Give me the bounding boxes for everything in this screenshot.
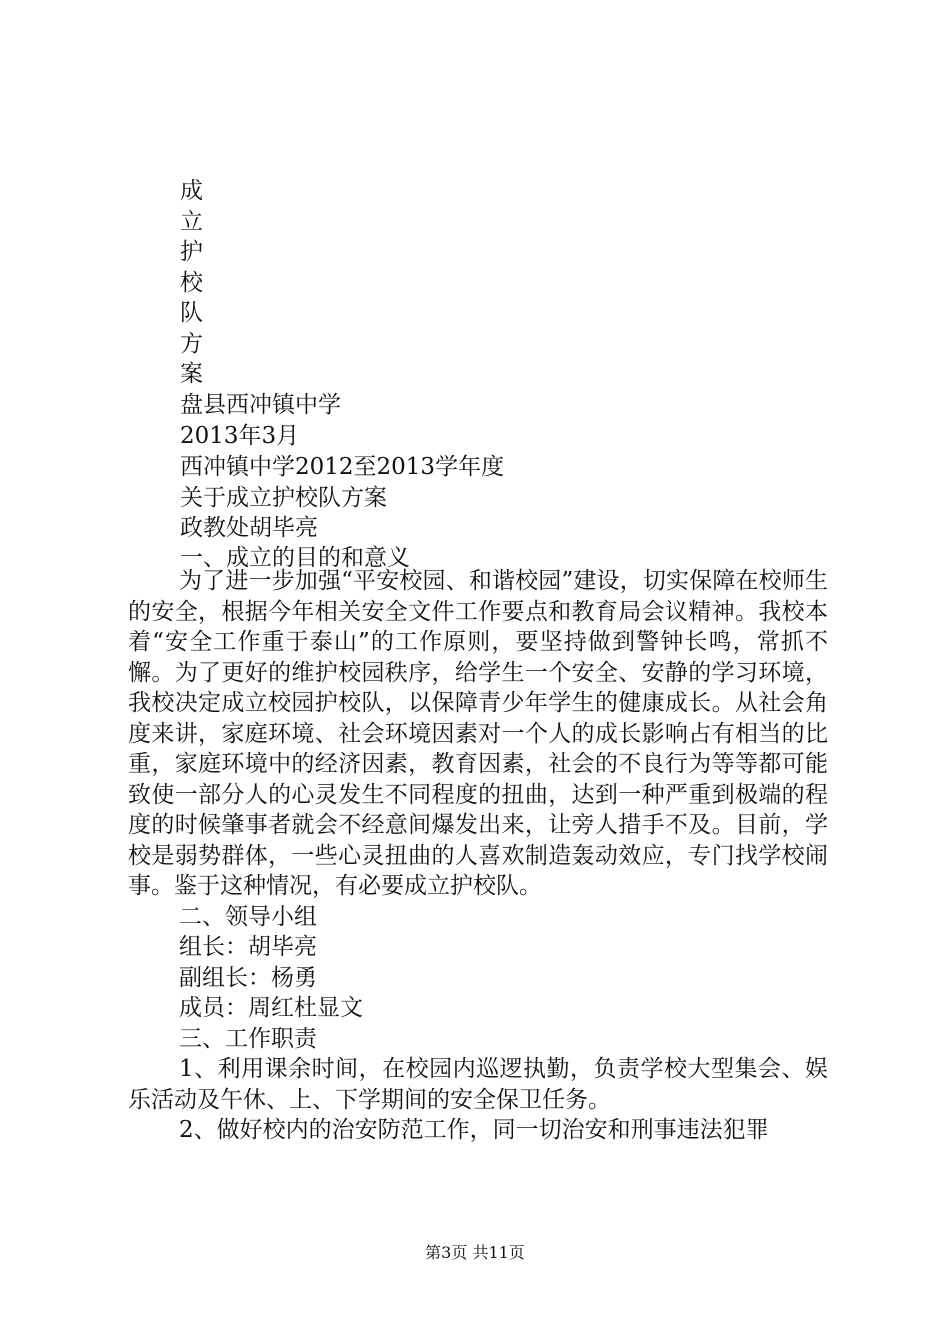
duty-item-2: 2、做好校内的治安防范工作，同一切治安和刑事违法犯罪 <box>179 1117 769 1143</box>
page-footer: 第3页 共11页 <box>425 1243 525 1262</box>
members-line: 成员：周红杜显文 <box>179 995 363 1021</box>
title-char: 队 <box>180 300 203 326</box>
section-heading-1: 一、成立的目的和意义 <box>180 545 410 571</box>
title-char: 护 <box>180 239 203 265</box>
document-subtitle: 关于成立护校队方案 <box>180 485 387 511</box>
leader-line: 组长：胡毕亮 <box>179 934 317 960</box>
section-heading-2: 二、领导小组 <box>179 903 317 930</box>
section-heading-3: 三、工作职责 <box>179 1025 317 1052</box>
title-char: 校 <box>180 269 203 296</box>
school-year: 西冲镇中学2012至2013学年度 <box>180 454 505 480</box>
vice-leader-line: 副组长：杨勇 <box>179 964 317 991</box>
document-body <box>128 566 828 1146</box>
title-char: 立 <box>180 208 203 235</box>
title-char: 案 <box>180 361 203 387</box>
duty-item-1: 1、利用课余时间，在校园内巡逻执勤，负责学校大型集会、娱乐活动及午休、上、下学期间的安全保卫任务。 <box>128 1056 828 1113</box>
document-author: 政教处胡毕亮 <box>180 515 318 541</box>
vertical-title <box>180 176 203 390</box>
title-char: 成 <box>180 178 203 204</box>
title-char: 方 <box>180 330 203 357</box>
document-date: 2013年3月 <box>180 423 300 449</box>
school-name: 盘县西冲镇中学 <box>180 392 341 418</box>
paragraph-purpose: 为了进一步加强“平安校园、和谐校园”建设，切实保障在校师生的安全，根据今年相关安全文件工作要点和教育局会议精神。我校本着“安全工作重于泰山”的工作原则，要坚持做到警钟长鸣，常抓不懈。为了更好的维护校园秩序，给学生一个安全、安静的学习环境，我校决定成立校园护校队，以保障青少年学生的健康成长。从社会角度来讲，家庭环境、社会环境因素对一个人的成长影响占有相当的比重，家庭环境中的经济因素，教育因素，社会的不良行为等等都可能致使一部分人的心灵发生不同程度的扭曲，达到一种严重到极端的程度的时候肇事者就会不经意间爆发出来，让旁人措手不及。目前，学校是弱势群体，一些心灵扭曲的人喜欢制造轰动效应，专门找学校闹事。鉴于这种情况，有必要成立护校队。 <box>128 568 828 899</box>
